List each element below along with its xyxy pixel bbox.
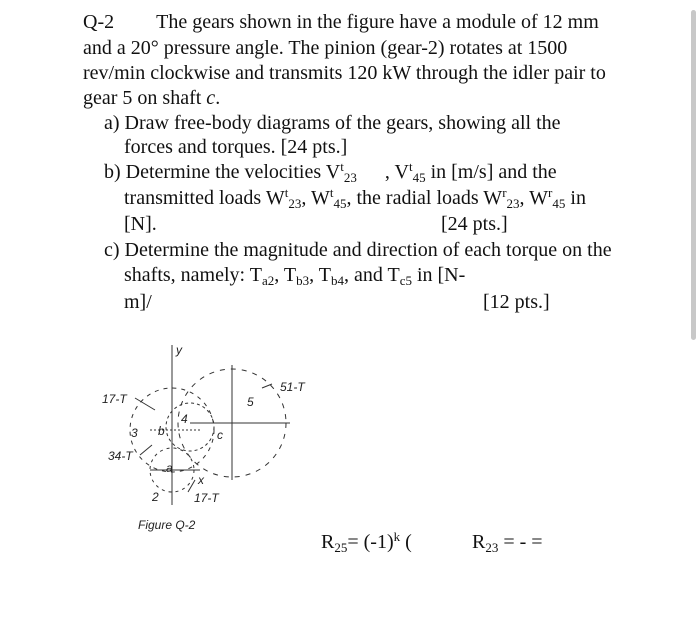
gear-5-label: 5 xyxy=(247,395,254,409)
part-b-l2-sub1: 23 xyxy=(288,196,302,211)
part-c-l2-c1: , T xyxy=(274,264,297,286)
part-b-l2-sup2: t xyxy=(329,185,334,200)
problem-line-3: rev/min clockwise and transmits 120 kW through the idler pair to xyxy=(83,62,606,84)
problem-number: Q-2 xyxy=(83,11,115,33)
part-b-suffix: in [m/s] and the xyxy=(425,161,557,183)
part-c-l2-sub4: c5 xyxy=(399,273,412,288)
leader-51T-gear5 xyxy=(262,384,272,388)
leader-34T-gear3 xyxy=(140,445,152,455)
problem-line-2: and a 20° pressure angle. The pinion (gear-2) rotates at 1500 xyxy=(83,37,568,59)
r25-paren: ( xyxy=(400,531,412,553)
part-a-line-2: forces and torques. [24 pts.] xyxy=(124,136,348,158)
scrollbar-thumb[interactable] xyxy=(691,10,696,340)
shaft-c-label: c xyxy=(217,428,223,442)
part-c-points: [12 pts.] xyxy=(483,291,550,313)
part-c-l2-sub2: b3 xyxy=(296,273,310,288)
x-axis-label: x xyxy=(198,473,204,487)
problem-intro-4c: . xyxy=(215,87,221,109)
part-b-l2-sub3: 23 xyxy=(506,196,520,211)
figure-caption: Figure Q-2 xyxy=(138,518,196,532)
part-a-line-1: a) Draw free-body diagrams of the gears, showing all the xyxy=(104,112,561,134)
part-c-l2-prefix: shafts, namely: T xyxy=(124,264,262,286)
gear-4-circle xyxy=(166,403,214,451)
r25-sup: k xyxy=(393,529,401,544)
part-b-l2-prefix: transmitted loads W xyxy=(124,187,285,209)
part-b-l2-sup1: t xyxy=(284,185,289,200)
problem-intro-4a: gear 5 on shaft xyxy=(83,87,207,109)
part-c-l2-sub1: a2 xyxy=(261,273,275,288)
part-b-sub1: 23 xyxy=(343,170,357,185)
part-c-line-1: c) Determine the magnitude and direction of each torque on the xyxy=(104,239,612,261)
r23-base: R xyxy=(472,531,486,553)
part-b-l2-sub2: 45 xyxy=(333,196,347,211)
r23-expression xyxy=(472,530,543,555)
r25-sub: 25 xyxy=(334,540,348,555)
r23-sub: 23 xyxy=(485,540,499,555)
part-b-l2-sup3: r xyxy=(502,185,507,200)
part-b-sup2: t xyxy=(408,159,413,174)
shaft-a-label: a xyxy=(166,461,173,475)
part-c-l2-sub3: b4 xyxy=(330,273,344,288)
part-b-l2-c2: , the radial loads W xyxy=(346,187,503,209)
part-b-sub2: 45 xyxy=(412,170,426,185)
y-axis-label: y xyxy=(176,343,182,357)
teeth-gear5-label: 51-T xyxy=(280,380,305,394)
part-b-l2-suffix: in xyxy=(565,187,586,209)
problem-intro-1: The gears shown in the figure have a module of 12 mm xyxy=(156,11,599,33)
gear-2-label: 2 xyxy=(152,490,159,504)
teeth-gear4-label: 17-T xyxy=(102,392,127,406)
part-b-l2-sup4: r xyxy=(548,185,553,200)
part-b-comma1: , V xyxy=(384,161,409,183)
part-b-l2-c1: , W xyxy=(301,187,330,209)
part-c-l2-c2: , T xyxy=(309,264,331,286)
r25-eq: = (-1) xyxy=(347,531,394,553)
gear-3-label: 3 xyxy=(131,426,138,440)
part-b-points: [24 pts.] xyxy=(441,213,508,235)
leader-17T-gear4 xyxy=(135,398,155,410)
teeth-gear2-label: 17-T xyxy=(194,491,219,505)
teeth-gear3-label: 34-T xyxy=(108,449,133,463)
vertical-scrollbar[interactable] xyxy=(691,0,697,335)
part-b-l2-c3: , W xyxy=(519,187,549,209)
r25-base: R xyxy=(321,531,335,553)
part-b-sup1: t xyxy=(340,159,344,174)
part-b-l2-sub4: 45 xyxy=(552,196,566,211)
gear-4-label: 4 xyxy=(181,412,188,426)
part-b-prefix: b) Determine the velocities V xyxy=(104,161,341,183)
shaft-b-label: b xyxy=(158,424,165,438)
r25-expression xyxy=(321,530,412,555)
part-c-l2-suffix: in [N- xyxy=(411,264,466,286)
part-b-line-3-unit: [N]. xyxy=(124,213,157,235)
part-c-line-3-unit: m]/ xyxy=(124,291,152,313)
shaft-c-ref: c xyxy=(206,87,216,109)
r23-eq: = - = xyxy=(498,531,543,553)
part-c-l2-c3: , and T xyxy=(343,264,400,286)
